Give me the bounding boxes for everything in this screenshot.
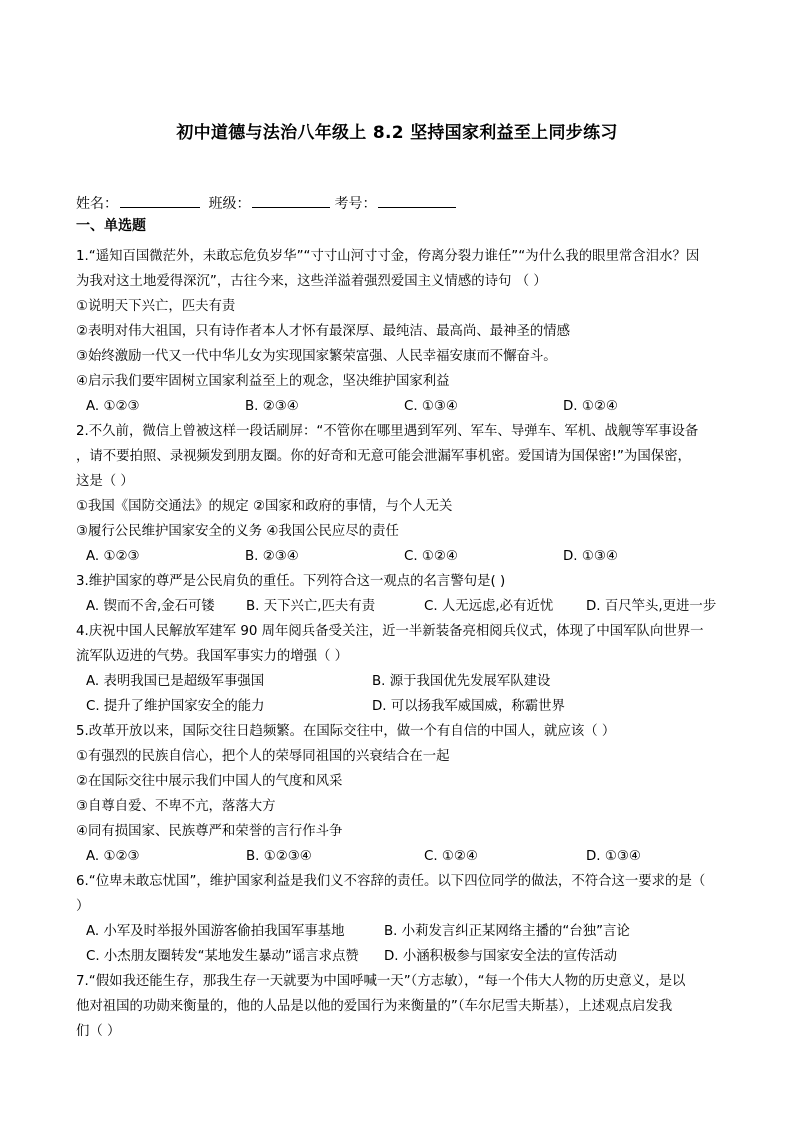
name-blank[interactable]: [120, 195, 200, 208]
question-4: [76, 619, 722, 719]
question-text: 7.“假如我还能生存，那我生存一天就要为中国呼喊一天”（方志敏），“每一个伟大人物的历史意义，是以: [76, 974, 686, 989]
question-text: 5.改革开放以来，国际交往日趋频繁。在国际交往中，做一个有自信的中国人，就应该（ ）: [76, 724, 616, 739]
statement: ④启示我们要牢固树立国家利益至上的观念，坚决维护国家利益: [76, 374, 450, 389]
class-label: 班级：: [208, 196, 251, 212]
option-a[interactable]: A. 表明我国已是超级军事强国: [86, 674, 265, 689]
option-a[interactable]: A. 小军及时举报外国游客偷拍我国军事基地: [86, 924, 345, 939]
option-a[interactable]: A. ①②③: [86, 849, 140, 864]
statement: ①说明天下兴亡，匹夫有责: [76, 299, 236, 314]
option-d[interactable]: D. 小涵积极参与国家安全法的宣传活动: [384, 949, 618, 964]
option-a[interactable]: A. 锲而不舍,金石可镂: [86, 599, 215, 614]
class-blank[interactable]: [252, 195, 330, 208]
option-d[interactable]: D. ①③④: [586, 849, 641, 864]
question-text: ，请不要拍照、录视频发到朋友圈。你的好奇和无意可能会泄漏军事机密。爱国请为国保密!”为国保密，: [76, 449, 691, 464]
answer-options: [76, 394, 722, 419]
answer-options: [76, 944, 722, 969]
question-text: 他对祖国的功勋来衡量的，他的人品是以他的爱国行为来衡量的”（车尔尼雪夫斯基），上述观点启发我: [76, 999, 673, 1014]
name-label: 姓名：: [76, 196, 118, 212]
question-text: 们（ ）: [76, 1024, 121, 1039]
option-b[interactable]: B. ②③④: [245, 399, 299, 414]
question-2: [76, 419, 722, 569]
question-text: 3.维护国家的尊严是公民肩负的重任。下列符合这一观点的名言警句是( ): [76, 574, 506, 589]
student-info-line: [76, 193, 460, 213]
question-text: 为我对这土地爱得深沉”，古往今来，这些洋溢着强烈爱国主义情感的诗句 （ ）: [76, 274, 547, 289]
option-a[interactable]: A. ①②③: [86, 549, 140, 564]
statement: ②表明对伟大祖国，只有诗作者本人才怀有最深厚、最纯洁、最高尚、最神圣的情感: [76, 324, 571, 339]
option-c[interactable]: C. 小杰朋友圈转发“某地发生暴动”谣言求点赞: [86, 949, 359, 964]
question-text: 6.“位卑未敢忘忧国”，维护国家利益是我们义不容辞的责任。以下四位同学的做法，不符合这一要求的是（: [76, 874, 706, 889]
statement: ①我国《国防交通法》的规定 ②国家和政府的事情，与个人无关: [76, 499, 453, 514]
answer-options: [76, 919, 722, 944]
document-title: 初中道德与法治八年级上 8.2 坚持国家利益至上同步练习: [176, 123, 618, 143]
question-1: [76, 244, 722, 419]
question-text: 2.不久前，微信上曾被这样一段话刷屏：“不管你在哪里遇到军列、军车、导弹车、军机、战舰等军事设备: [76, 424, 699, 439]
option-c[interactable]: C. ①③④: [404, 399, 458, 414]
option-b[interactable]: B. 源于我国优先发展军队建设: [372, 674, 551, 689]
option-c[interactable]: C. 人无远虑,必有近忧: [424, 599, 554, 614]
answer-options: [76, 669, 722, 694]
statement: ③始终激励一代又一代中华儿女为实现国家繁荣富强、人民幸福安康而不懈奋斗。: [76, 349, 557, 364]
option-d[interactable]: D. ①③④: [563, 549, 618, 564]
question-text: 1.“遥知百国微茫外，未敢忘危负岁华”“寸寸山河寸寸金，侉离分裂力谁任”“为什么我的眼里常含泪水？因: [76, 249, 700, 264]
answer-options: [76, 694, 722, 719]
section-heading: 一、单选题: [76, 218, 146, 234]
statement: ②在国际交往中展示我们中国人的气度和风采: [76, 774, 343, 789]
question-text: 这是（ ）: [76, 474, 134, 489]
question-text: 4.庆祝中国人民解放军建军 90 周年阅兵备受关注，近一半新装备亮相阅兵仪式，体现了中国军队向世界一: [76, 624, 704, 639]
statement: ④同有损国家、民族尊严和荣誉的言行作斗争: [76, 824, 343, 839]
option-d[interactable]: D. 可以扬我军威国威，称霸世界: [372, 699, 565, 714]
option-b[interactable]: B. ②③④: [245, 549, 299, 564]
question-text: 流军队迈进的气势。我国军事实力的增强（ ）: [76, 649, 349, 664]
option-c[interactable]: C. ①②④: [424, 849, 478, 864]
option-b[interactable]: B. 天下兴亡,匹夫有责: [246, 599, 376, 614]
answer-options: [76, 844, 722, 869]
option-c[interactable]: C. ①②④: [404, 549, 458, 564]
statement: ①有强烈的民族自信心，把个人的荣辱同祖国的兴衰结合在一起: [76, 749, 450, 764]
question-6: [76, 869, 722, 969]
option-b[interactable]: B. 小莉发言纠正某网络主播的“台独”言论: [384, 924, 630, 939]
exam-number-blank[interactable]: [378, 195, 456, 208]
question-5: [76, 719, 722, 869]
option-c[interactable]: C. 提升了维护国家安全的能力: [86, 699, 265, 714]
question-3: [76, 569, 722, 619]
option-b[interactable]: B. ①②③④: [246, 849, 312, 864]
option-d[interactable]: D. ①②④: [563, 399, 618, 414]
option-a[interactable]: A. ①②③: [86, 399, 140, 414]
option-d[interactable]: D. 百尺竿头,更进一步: [586, 599, 717, 614]
answer-options: [76, 544, 722, 569]
statement: ③自尊自爱、不卑不亢，落落大方: [76, 799, 276, 814]
question-text: ）: [76, 899, 90, 914]
question-list: [76, 244, 722, 1044]
exam-number-label: 考号：: [334, 196, 377, 212]
answer-options: [76, 594, 722, 619]
question-7: [76, 969, 722, 1044]
statement: ③履行公民维护国家安全的义务 ④我国公民应尽的责任: [76, 524, 399, 539]
